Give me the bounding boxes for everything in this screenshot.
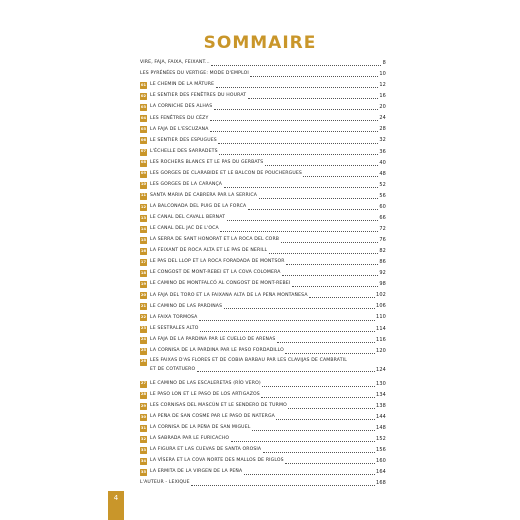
- toc-entry-number-badge: 01: [140, 82, 147, 89]
- toc-entry-page: 144: [376, 413, 386, 420]
- toc-entry-number-badge: 06: [140, 137, 147, 144]
- toc-entry[interactable]: [140, 180, 386, 191]
- toc-entry-page: 138: [376, 402, 386, 409]
- toc-entry-title: LA CORNICHE DES ALHAS: [150, 104, 213, 110]
- toc-entry[interactable]: [140, 124, 386, 135]
- toc-entry-title: LE CAMINO DE MONTFALCÓ AL CONGOST DE MONT-REBEI: [150, 281, 291, 287]
- toc-entry-number-badge: 16: [140, 248, 147, 255]
- toc-entry-number-badge: 19: [140, 281, 147, 288]
- toc-entry-title: LA VÍSERA ET LA COVA NORTE DES MALLOS DE RIGLOS: [150, 458, 284, 464]
- dot-leader: [211, 65, 381, 66]
- page-number: 4: [113, 494, 119, 502]
- toc-entry[interactable]: [140, 246, 386, 257]
- toc-entry-page: 24: [379, 115, 386, 122]
- toc-entry-title: L'AUTEUR - LEXIQUE: [140, 480, 190, 486]
- toc-entry[interactable]: [140, 69, 386, 80]
- toc-entry[interactable]: [140, 312, 386, 323]
- dot-leader: [265, 165, 378, 166]
- toc-entry[interactable]: [140, 58, 386, 69]
- toc-entry-title: LA PEÑA DE SAN COSME PAR LE PASO DE NATERGA: [150, 414, 275, 420]
- toc-entry[interactable]: [140, 147, 386, 158]
- toc-entry-page: 72: [379, 225, 386, 232]
- toc-entry-page: 12: [379, 82, 386, 89]
- toc-entry-page: 66: [379, 214, 386, 221]
- toc-entry-title: LA FEIXANT DE ROCA ALTA ET LE PAS DE NERILL: [150, 248, 268, 254]
- toc-entry-number-badge: 25: [140, 348, 147, 355]
- toc-entry[interactable]: [140, 401, 386, 412]
- dot-leader: [276, 419, 374, 420]
- toc-entry[interactable]: [140, 467, 386, 478]
- toc-entry[interactable]: [140, 412, 386, 423]
- toc-entry-page: 148: [376, 424, 386, 431]
- toc-entry-title: L'ÉCHELLE DES SARRADETS: [150, 148, 218, 154]
- toc-entry[interactable]: [140, 158, 386, 169]
- toc-entry-page: 76: [379, 237, 386, 244]
- dot-leader: [214, 109, 378, 110]
- toc-entry[interactable]: [140, 379, 386, 390]
- toc-entry-title: LES FAIXAS D'AS FLORES ET DE COBIA BARBAU PAR LES CLAVIJAS DE CAMBRATIL: [150, 357, 347, 363]
- toc-entry-page: 130: [376, 380, 386, 387]
- toc-entry-title: LES ROCHERS BLANCS ET LE PAS DU GERBATS: [150, 159, 264, 165]
- toc-entry-page: 164: [376, 469, 386, 476]
- dot-leader: [200, 331, 375, 332]
- toc-entry-page: 102: [376, 292, 386, 299]
- toc-entry-page: 10: [379, 71, 386, 78]
- dot-leader: [219, 154, 378, 155]
- toc-entry[interactable]: [140, 456, 386, 467]
- toc-entry-title: LA CORNISA DE LA PARDINA PAR LE PASO FORDADILLO: [150, 347, 284, 353]
- toc-entry[interactable]: [140, 290, 386, 301]
- toc-entry-title: LE PASO LON ET LE PASO DE LOS ARTIGAZOS: [150, 391, 260, 397]
- dot-leader: [220, 231, 378, 232]
- toc-entry-title: LES FENÊTRES DU CÉZY: [150, 115, 209, 121]
- toc-entry-page: 52: [379, 181, 386, 188]
- toc-entry-number-badge: 05: [140, 126, 147, 133]
- toc-entry-number-badge: 32: [140, 436, 147, 443]
- dot-leader: [288, 408, 374, 409]
- toc-entry-title: LE CAMINO DE LAS PARDINAS: [150, 303, 223, 309]
- toc-entry-page: 36: [379, 148, 386, 155]
- toc-entry-number-badge: 04: [140, 115, 147, 122]
- toc-entry-title: LA SABRADA PAR LE FURICACHO: [150, 436, 230, 442]
- toc-entry-title: LA FAJA DE LA PARDINA PAR LE CUELLO DE ARENAS: [150, 336, 276, 342]
- toc-entry-title: LE CANAL DEL JAC DE L'OCA: [150, 226, 219, 232]
- toc-entry-page: 28: [379, 126, 386, 133]
- dot-leader: [261, 397, 374, 398]
- dot-leader: [199, 320, 375, 321]
- dot-leader: [244, 474, 375, 475]
- toc-entry-page: 160: [376, 458, 386, 465]
- toc-entry-number-badge: 12: [140, 204, 147, 211]
- toc-entry-number-badge: 09: [140, 171, 147, 178]
- toc-entry[interactable]: [140, 423, 386, 434]
- dot-leader: [224, 308, 375, 309]
- toc-entry-title: LE CONGOST DE MONT-REBEI ET LA COVA COLOMERA: [150, 270, 281, 276]
- toc-entry-number-badge: 18: [140, 270, 147, 277]
- dot-leader: [218, 143, 377, 144]
- toc-entry-page: 56: [379, 192, 386, 199]
- dot-leader: [210, 131, 378, 132]
- toc-entry[interactable]: [140, 335, 386, 346]
- toc-entry-page: 82: [379, 248, 386, 255]
- toc-entry-page: 114: [376, 325, 386, 332]
- toc-entry-title: LE SENTIER DES FENÊTRES DU HOURAT: [150, 93, 247, 99]
- toc-entry-page: 124: [376, 366, 386, 373]
- toc-entry-number-badge: 11: [140, 193, 147, 200]
- toc-entry[interactable]: [140, 445, 386, 456]
- toc-entry-number-badge: 31: [140, 425, 147, 432]
- dot-leader: [224, 187, 378, 188]
- dot-leader: [285, 353, 374, 354]
- toc-entry-number-badge: 29: [140, 403, 147, 410]
- dot-leader: [277, 342, 375, 343]
- toc-entry[interactable]: [140, 434, 386, 445]
- toc-entry-number-badge: 08: [140, 160, 147, 167]
- toc-entry-page: 48: [379, 170, 386, 177]
- toc-entry-page: 156: [376, 447, 386, 454]
- toc-entry-number-badge: 10: [140, 182, 147, 189]
- toc-entry[interactable]: [140, 91, 386, 102]
- toc-entry-number-badge: 30: [140, 414, 147, 421]
- toc-entry-page: 106: [376, 303, 386, 310]
- toc-entry-title: LE PAS DEL LLOP ET LA ROCA FORADADA DE MONTSOR: [150, 259, 285, 265]
- toc-entry[interactable]: [140, 235, 386, 246]
- toc-entry-number-badge: 07: [140, 149, 147, 156]
- toc-entry-title: LA BALCONADA DEL PUIG DE LA FORCA: [150, 204, 247, 210]
- toc-entry-page: 110: [376, 314, 386, 321]
- toc-entry-page: 32: [379, 137, 386, 144]
- toc-entry-number-badge: 17: [140, 259, 147, 266]
- dot-leader: [252, 430, 375, 431]
- toc-entry-number-badge: 22: [140, 314, 147, 321]
- toc-entry-page: 92: [379, 270, 386, 277]
- toc-entry-page: 98: [379, 281, 386, 288]
- dot-leader: [216, 87, 378, 88]
- toc-entry[interactable]: [140, 135, 386, 146]
- dot-leader: [292, 286, 378, 287]
- toc-entry-title: LA FIGURA ET LAS CUEVAS DE SANTA OROSIA: [150, 447, 262, 453]
- toc-entry[interactable]: [140, 113, 386, 124]
- toc-entry-number-badge: 35: [140, 469, 147, 476]
- dot-leader: [191, 485, 374, 486]
- toc-entry-title: LE SENTIER DES ESPUGUES: [150, 137, 217, 143]
- dot-leader: [282, 275, 378, 276]
- toc-entry-title: LE CHEMIN DE LA MÂTURE: [150, 82, 215, 88]
- dot-leader: [281, 242, 378, 243]
- toc-entry[interactable]: [140, 301, 386, 312]
- toc-entry-title: VIRE, FAJA, FAIXA, FEIXANT...: [140, 60, 210, 66]
- toc-entry-title: LA ERMITA DE LA VIRGEN DE LA PEÑA: [150, 469, 243, 475]
- dot-leader: [248, 209, 378, 210]
- toc-entry-title: LA SERRA DE SANT HONORAT ET LA ROCA DEL CORB: [150, 237, 280, 243]
- toc-entry-title: LA FAJA DEL TORO ET LA FAIXANA ALTA DE LA PEÑA MONTAÑESA: [150, 292, 308, 298]
- toc-entry-title: LA FAIXA TORMOSA: [150, 314, 198, 320]
- toc-entry-number-badge: 15: [140, 237, 147, 244]
- page-title: SOMMAIRE: [203, 33, 317, 53]
- toc-entry[interactable]: [140, 346, 386, 357]
- toc-entry-page: 20: [379, 104, 386, 111]
- toc-entry-number-badge: 03: [140, 104, 147, 111]
- dot-leader: [250, 76, 377, 77]
- toc-entry-number-badge: 23: [140, 326, 147, 333]
- toc-entry-number-badge: 34: [140, 458, 147, 465]
- toc-entry[interactable]: [140, 390, 386, 401]
- dot-leader: [210, 120, 378, 121]
- toc-entry-number-badge: 21: [140, 303, 147, 310]
- toc-entry-title: LA FAJA DE L'ESCUZANA: [150, 126, 209, 132]
- toc-entry-title: SANTA MARIA DE CABRERA PAR LA SERRICA: [150, 192, 257, 198]
- toc-entry[interactable]: [140, 213, 386, 224]
- toc-entry[interactable]: [140, 257, 386, 268]
- dot-leader: [285, 463, 374, 464]
- toc-entry[interactable]: [140, 191, 386, 202]
- toc-entry[interactable]: [140, 224, 386, 235]
- toc-entry-title: LES PYRÉNÉES DU VERTIGE: MODE D'EMPLOI: [140, 71, 249, 77]
- dot-leader: [286, 264, 378, 265]
- toc-entry[interactable]: [140, 202, 386, 213]
- toc-entry-number-badge: 20: [140, 292, 147, 299]
- toc-entry-title: LA CORNISA DE LA PEÑA DE SAN MIGUEL: [150, 425, 251, 431]
- toc-entry[interactable]: [140, 279, 386, 290]
- toc-entry[interactable]: [140, 357, 386, 379]
- toc-entry-number-badge: 33: [140, 447, 147, 454]
- dot-leader: [227, 220, 378, 221]
- toc-entry-page: 8: [382, 60, 386, 67]
- toc-entry[interactable]: [140, 169, 386, 180]
- toc-entry-page: 152: [376, 436, 386, 443]
- toc-entry[interactable]: [140, 324, 386, 335]
- table-of-contents: [140, 58, 386, 489]
- toc-entry-page: 134: [376, 391, 386, 398]
- toc-entry-page: 60: [379, 203, 386, 210]
- dot-leader: [197, 371, 375, 372]
- dot-leader: [263, 452, 375, 453]
- toc-entry-number-badge: 26: [140, 359, 147, 366]
- toc-entry-title: LE CANAL DEL CAVALL BERNAT: [150, 215, 226, 221]
- toc-entry-title: LES GORGES DE LA CARANÇA: [150, 181, 223, 187]
- dot-leader: [303, 176, 377, 177]
- toc-entry-number-badge: 14: [140, 226, 147, 233]
- toc-entry-number-badge: 02: [140, 93, 147, 100]
- toc-entry-page: 40: [379, 159, 386, 166]
- dot-leader: [309, 297, 374, 298]
- dot-leader: [269, 253, 378, 254]
- page-number-tab: [108, 491, 124, 520]
- toc-entry-title-continued: ET DE COTATUERO: [150, 367, 196, 373]
- toc-entry-title: LE CAMINO DE LAS ESCALERETAS (RÍO VERO): [150, 380, 261, 386]
- dot-leader: [231, 441, 375, 442]
- toc-entry-page: 16: [379, 93, 386, 100]
- toc-entry-number-badge: 28: [140, 392, 147, 399]
- toc-entry-page: 116: [376, 336, 386, 343]
- toc-entry-page: 86: [379, 259, 386, 266]
- dot-leader: [248, 98, 378, 99]
- toc-entry[interactable]: [140, 80, 386, 91]
- toc-entry-number-badge: 13: [140, 215, 147, 222]
- toc-entry-title: LE SESTRALES ALTO: [150, 325, 199, 331]
- toc-entry-number-badge: 24: [140, 337, 147, 344]
- toc-entry-title: LES GORGES DE CLARABIDE ET LE BALCON DE POUCHERGUES: [150, 170, 302, 176]
- toc-entry-page: 168: [376, 480, 386, 487]
- toc-entry-title: LES CORNISAS DEL MASCÚN ET LE SENDERO DE TURMO: [150, 403, 287, 409]
- toc-entry[interactable]: [140, 268, 386, 279]
- toc-entry-page: 120: [376, 347, 386, 354]
- toc-entry[interactable]: [140, 478, 386, 489]
- toc-entry[interactable]: [140, 102, 386, 113]
- toc-entry-number-badge: 27: [140, 381, 147, 388]
- dot-leader: [259, 198, 378, 199]
- dot-leader: [262, 386, 374, 387]
